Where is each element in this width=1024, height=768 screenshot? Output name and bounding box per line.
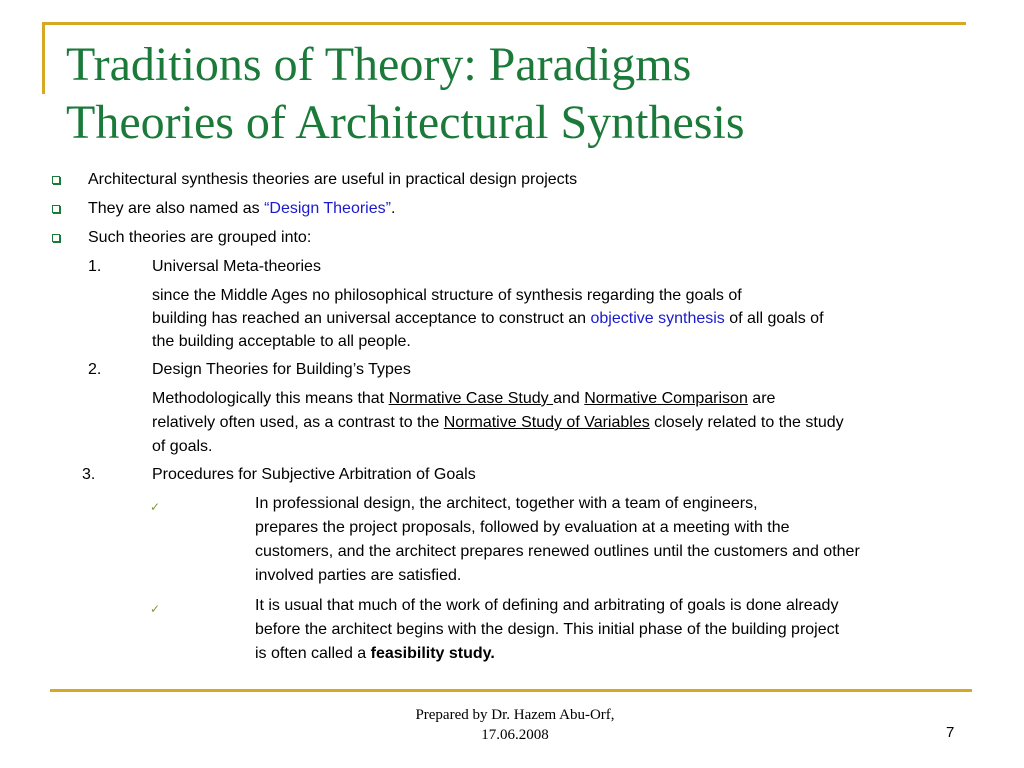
item-1-desc-line-3: the building acceptable to all people. — [152, 333, 411, 350]
check-2-line-3-pre: is often called a — [255, 645, 371, 662]
item-1-desc-line-1: since the Middle Ages no philosophical structure of synthesis regarding the goals of — [152, 287, 742, 304]
square-bullet-icon — [52, 234, 60, 242]
objective-synthesis-highlight: objective synthesis — [590, 310, 725, 327]
design-theories-highlight: “Design Theories” — [264, 200, 391, 217]
normative-case-study-underlined: Normative Case Study — [388, 390, 554, 407]
square-bullet-icon — [52, 176, 60, 184]
normative-study-of-variables-underlined: Normative Study of Variables — [443, 414, 650, 431]
item-2-desc-line-2 — [152, 411, 844, 435]
normative-comparison-underlined: Normative Comparison — [584, 390, 748, 407]
feasibility-study-bold: feasibility study. — [370, 645, 495, 662]
item-1-desc-line-2 — [152, 307, 824, 331]
item-2-desc-line-1-post: are — [747, 390, 776, 407]
item-2-desc-line-2-post: closely related to the study — [649, 414, 844, 431]
item-2-desc-line-1-mid: and — [553, 390, 585, 407]
check-2-line-1: It is usual that much of the work of defining and arbitrating of goals is done already — [255, 597, 839, 614]
check-1-line-3: customers, and the architect prepares renewed outlines until the customers and other — [255, 543, 860, 560]
square-bullet-icon — [52, 205, 60, 213]
item-1-heading: Universal Meta-theories — [152, 258, 321, 275]
item-2-desc-line-1-pre: Methodologically this means that — [152, 390, 389, 407]
item-2-desc-line-2-pre: relatively often used, as a contrast to the — [152, 414, 444, 431]
check-2-line-2: before the architect begins with the design. This initial phase of the building project — [255, 621, 840, 638]
item-1-number: 1. — [88, 258, 102, 275]
check-2-line-3 — [255, 642, 495, 666]
title-line-2: Theories of Architectural Synthesis — [66, 96, 745, 149]
item-2-desc-line-1 — [152, 387, 775, 411]
top-gold-rule — [42, 22, 966, 25]
bottom-gold-rule — [50, 689, 972, 692]
page-number: 7 — [946, 724, 955, 741]
footer-date: 17.06.2008 — [481, 727, 549, 743]
check-1-line-4: involved parties are satisfied. — [255, 567, 462, 584]
bullet-2-text — [88, 197, 395, 221]
footer-prepared-by: Prepared by Dr. Hazem Abu-Orf, — [415, 707, 615, 723]
checkmark-icon: ✓ — [150, 602, 161, 616]
left-gold-rule — [42, 22, 45, 94]
bullet-2-post: . — [390, 200, 396, 217]
footer-credit — [360, 705, 670, 745]
check-1-line-2: prepares the project proposals, followed by evaluation at a meeting with the — [255, 519, 790, 536]
bullet-1-text: Architectural synthesis theories are useful in practical design projects — [88, 171, 578, 188]
slide-title — [66, 36, 1006, 152]
bullet-2-pre: They are also named as — [88, 200, 265, 217]
item-2-number: 2. — [88, 361, 102, 378]
item-3-number: 3. — [82, 466, 96, 483]
check-1-line-1: In professional design, the architect, together with a team of engineers, — [255, 495, 758, 512]
checkmark-icon: ✓ — [150, 500, 161, 514]
item-1-desc-line-2-pre: building has reached an universal acceptance to construct an — [152, 310, 591, 327]
bullet-3-text: Such theories are grouped into: — [88, 229, 312, 246]
item-1-desc-line-2-post: of all goals of — [724, 310, 824, 327]
item-3-heading: Procedures for Subjective Arbitration of Goals — [152, 466, 476, 483]
title-line-1: Traditions of Theory: Paradigms — [66, 38, 692, 91]
item-2-desc-line-3: of goals. — [152, 438, 213, 455]
item-2-heading: Design Theories for Building’s Types — [152, 361, 411, 378]
